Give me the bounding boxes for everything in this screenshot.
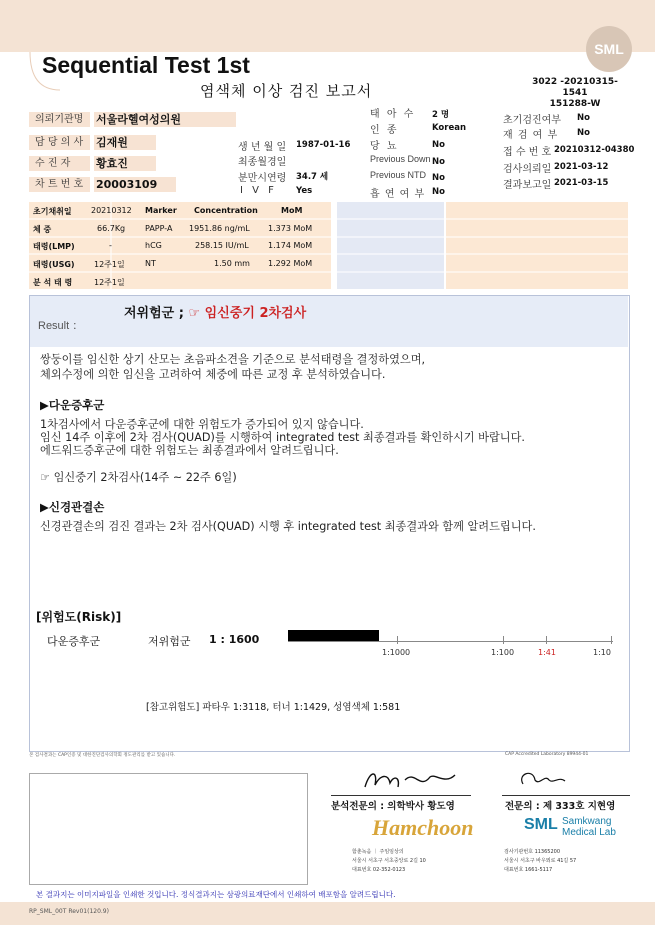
down-syndrome-title: ▶다운증후군 bbox=[40, 398, 105, 412]
marker-cell: hCG bbox=[145, 241, 162, 250]
report-date-label: 결과보고일 bbox=[503, 180, 552, 191]
fetus-label: 태 아 수 bbox=[370, 109, 416, 120]
risk-title: [위험도(Risk)] bbox=[36, 610, 122, 624]
sml-logo: SML bbox=[586, 26, 632, 72]
risk-tick bbox=[397, 636, 398, 644]
risk-tick bbox=[503, 636, 504, 644]
race-value: Korean bbox=[432, 123, 467, 133]
doctor-label: 담 당 의 사 bbox=[29, 135, 90, 150]
ntd-line-1: 신경관결손의 검진 결과는 2차 검사(QUAD) 시행 후 integrated test 최종결과와 함께 알려드립니다. bbox=[40, 520, 536, 533]
risk-tick bbox=[546, 636, 547, 644]
samkwang-name: Samkwang Medical Lab bbox=[562, 816, 616, 838]
concentration-cell: 1.50 mm bbox=[214, 259, 250, 268]
examinee-label: 수 진 자 bbox=[29, 156, 90, 171]
lmp-label: 최종월경일 bbox=[238, 157, 287, 168]
prev-ntd-label: Previous NTD bbox=[370, 170, 427, 180]
ivf-value: Yes bbox=[296, 186, 313, 196]
signer-1: 분석전문의 : 의학박사 황도영 bbox=[331, 801, 455, 812]
diabetes-value: No bbox=[432, 140, 445, 150]
ntd-title: ▶신경관결손 bbox=[40, 500, 105, 514]
marker-cell: NT bbox=[145, 259, 156, 268]
race-label: 인 종 bbox=[370, 125, 399, 136]
analysis-ga-label: 분 석 태 령 bbox=[33, 278, 73, 287]
risk-value: 1 : 1600 bbox=[209, 633, 260, 646]
signer-2: 전문의 : 제 333호 지현영 bbox=[505, 801, 616, 812]
lab1-info: 함춘녹음 ｜ 주임임상의 서울시 서초구 서초중앙로 2길 10 대표번호 02-352-0123 bbox=[352, 849, 426, 873]
request-date-label: 검사의뢰일 bbox=[503, 164, 552, 175]
form-code: RP_SML_00T Rev01(120.9) bbox=[29, 908, 109, 915]
memo-box bbox=[29, 773, 308, 885]
receipt-label: 접 수 번 호 bbox=[503, 147, 552, 158]
concentration-cell: 1951.86 ng/mL bbox=[189, 224, 250, 233]
report-date-value: 2021-03-15 bbox=[554, 178, 609, 188]
risk-disease: 다운증후군 bbox=[47, 635, 101, 648]
age-label: 분만시연령 bbox=[238, 173, 287, 184]
risk-tick-label: 1:100 bbox=[491, 648, 515, 657]
result-para-1b: 체외수정에 의한 임신을 고려하여 체중에 따른 교정 후 분석하였습니다. bbox=[40, 368, 386, 381]
ga-lmp-label: 태령(LMP) bbox=[33, 242, 75, 251]
fetus-value: 2 명 bbox=[432, 110, 450, 120]
ga-lmp-value: - bbox=[109, 241, 112, 250]
first-check-label: 초기검진여부 bbox=[503, 115, 561, 126]
signature-line-1 bbox=[331, 795, 471, 796]
ga-usg-label: 태령(USG) bbox=[33, 260, 75, 269]
concentration-header: Concentration bbox=[194, 206, 258, 215]
doctor-value: 김재원 bbox=[94, 135, 156, 150]
prev-down-label: Previous Down bbox=[370, 154, 431, 164]
result-para-1: 쌍둥이를 임신한 상기 산모는 초음파소견을 기준으로 분석태령을 결정하였으며, bbox=[40, 353, 426, 366]
signature-1 bbox=[360, 765, 470, 795]
chart-value: 20003109 bbox=[94, 177, 176, 192]
risk-cutoff-label: 1:41 bbox=[538, 648, 556, 657]
print-notice: 본 결과지는 이미지파일을 인쇄한 것입니다. 정식결과지는 삼광의료재단에서 인쇄하여 배포함을 알려드립니다. bbox=[36, 890, 396, 899]
first-check-value: No bbox=[577, 113, 590, 123]
analysis-ga-value: 12주1일 bbox=[94, 278, 125, 287]
request-date-value: 2021-03-12 bbox=[554, 162, 609, 172]
risk-tick-label: 1:10 bbox=[593, 648, 611, 657]
ivf-label: I V F bbox=[240, 185, 277, 196]
second-test-note: ☞ 임신중기 2차검사(14주 ~ 22주 6일) bbox=[40, 471, 237, 484]
weight-label: 체 중 bbox=[33, 225, 52, 234]
risk-tick bbox=[611, 636, 612, 644]
cap-accreditation: CAP Accredited Laboratory 89944-01 bbox=[505, 752, 589, 757]
sml-lab-logo: SML bbox=[524, 816, 558, 833]
smoking-label: 흡 연 여 부 bbox=[370, 189, 426, 200]
weight-value: 66.7Kg bbox=[97, 224, 126, 233]
marker-cell: PAPP-A bbox=[145, 224, 173, 233]
age-value: 34.7 세 bbox=[296, 172, 329, 182]
lab2-info: 검사기관번호 11365200 서울시 서초구 바우뫼로 41길 57 대표번호 1661-5117 bbox=[504, 849, 577, 873]
receipt-value: 20210312-04380 bbox=[554, 145, 635, 155]
chart-label: 차 트 번 호 bbox=[29, 177, 90, 192]
prev-ntd-value: No bbox=[432, 173, 445, 183]
dob-label: 생 년 월 일 bbox=[238, 142, 287, 153]
result-label: Result ： bbox=[38, 320, 84, 332]
risk-tick-label: 1:1000 bbox=[382, 648, 411, 657]
cap-note: 본 검사결과는 CAP인증 및 대한진단검사의학회 정도관리를 받고 있습니다. bbox=[29, 753, 176, 758]
smoking-value: No bbox=[432, 187, 445, 197]
first-scan-value: 20210312 bbox=[91, 206, 132, 215]
ga-usg-value: 12주1일 bbox=[94, 260, 125, 269]
risk-bar bbox=[288, 630, 379, 641]
marker-header: Marker bbox=[145, 206, 177, 215]
risk-level: 저위험군 bbox=[148, 635, 191, 648]
hamchoon-logo: Hamchoon bbox=[372, 815, 474, 840]
diabetes-label: 당 뇨 bbox=[370, 141, 399, 152]
down-syndrome-line-3: 에드워드증후군에 대한 위험도는 최종결과에서 알려드립니다. bbox=[40, 444, 339, 457]
recheck-label: 재 검 여 부 bbox=[503, 130, 559, 141]
result-headline: 저위험군 ; ☞ 임신중기 2차검사 bbox=[124, 306, 307, 321]
signature-line-2 bbox=[502, 795, 630, 796]
first-scan-label: 초기채취일 bbox=[33, 207, 72, 216]
mom-cell: 1.174 MoM bbox=[268, 241, 313, 250]
prev-down-value: No bbox=[432, 157, 445, 167]
reference-risk: [참고위험도] 파타우 1:3118, 터너 1:1429, 성염색체 1:581 bbox=[146, 702, 401, 713]
table-gridlines bbox=[29, 202, 628, 289]
mom-cell: 1.292 MoM bbox=[268, 259, 313, 268]
down-syndrome-line-1: 1차검사에서 다운증후군에 대한 위험도가 증가되어 있지 않습니다. bbox=[40, 418, 364, 431]
mom-cell: 1.373 MoM bbox=[268, 224, 313, 233]
hospital-label: 의뢰기관명 bbox=[29, 112, 90, 127]
dob-value: 1987-01-16 bbox=[296, 140, 351, 150]
document-number: 3022 -20210315-1541 151288-W bbox=[532, 77, 618, 109]
report-title: Sequential Test 1st bbox=[42, 52, 250, 78]
report-subtitle: 염색체 이상 검진 보고서 bbox=[200, 82, 373, 100]
concentration-cell: 258.15 IU/mL bbox=[195, 241, 249, 250]
down-syndrome-line-2: 임신 14주 이후에 2차 검사(QUAD)를 시행하여 integrated test 최종결과를 확인하시기 바랍니다. bbox=[40, 431, 525, 444]
examinee-value: 황효진 bbox=[94, 156, 156, 171]
risk-scale-axis bbox=[288, 641, 613, 642]
mom-header: MoM bbox=[281, 206, 303, 215]
hospital-value: 서울라헬여성의원 bbox=[94, 112, 236, 127]
signature-2 bbox=[515, 766, 575, 791]
recheck-value: No bbox=[577, 128, 590, 138]
result-header bbox=[30, 296, 628, 347]
